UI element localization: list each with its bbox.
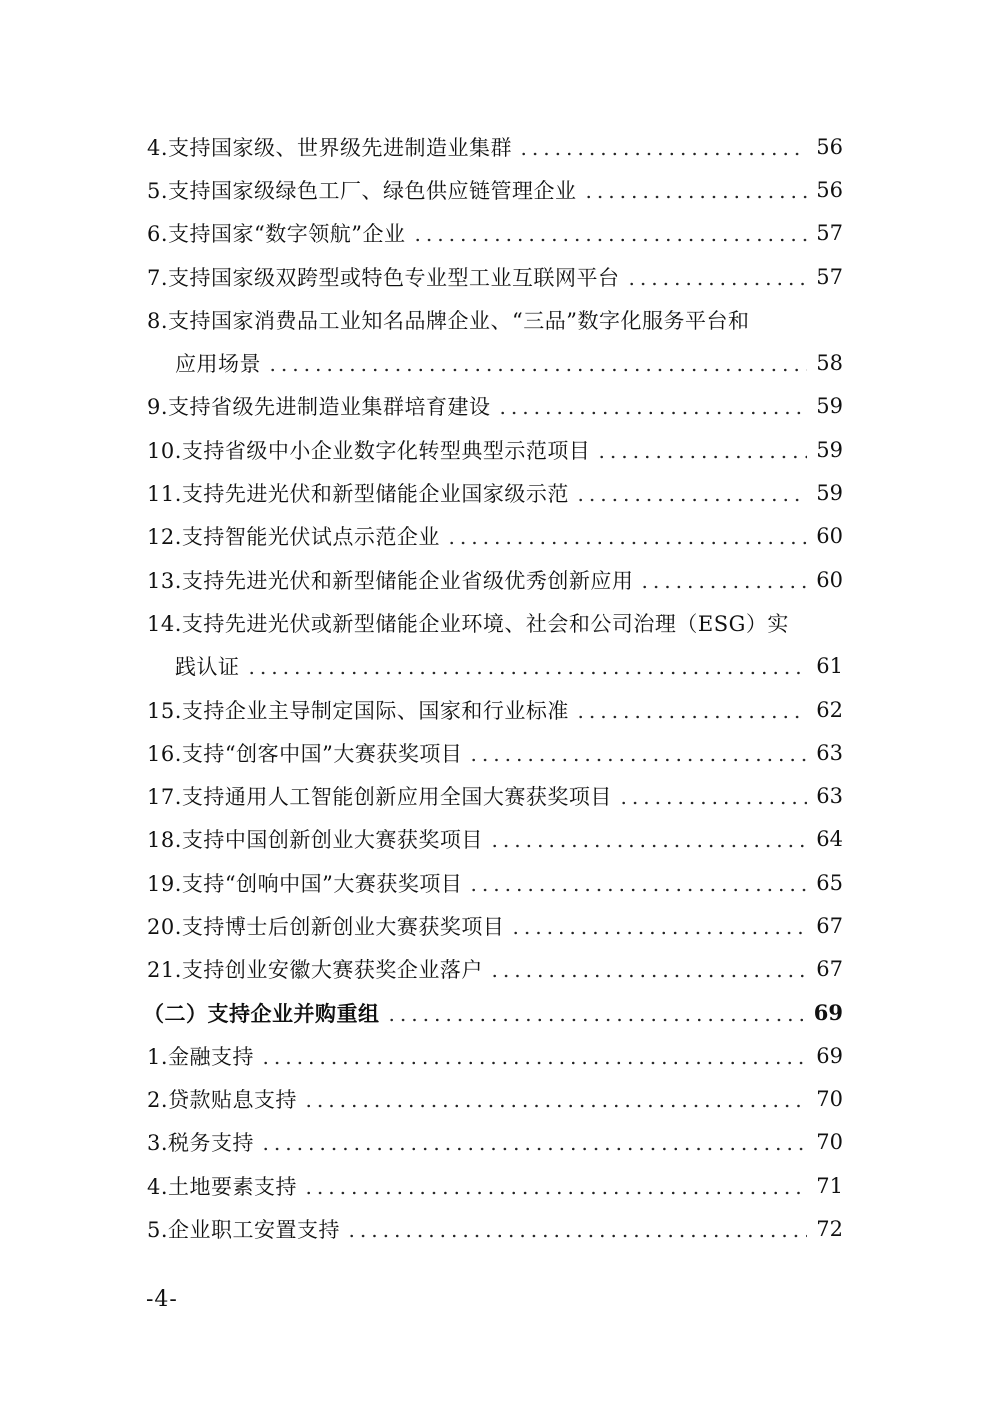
dot-leader (346, 1218, 807, 1240)
toc-entry-page: 71 (816, 1173, 843, 1198)
dot-leader (386, 1002, 808, 1024)
toc-entry-page: 67 (816, 957, 843, 982)
toc-entry[interactable] (147, 861, 843, 904)
toc-entry-title: 20.支持博士后创新创业大赛获奖项目 (147, 914, 505, 939)
toc-entry-title: 18.支持中国创新创业大赛获奖项目 (147, 828, 483, 853)
toc-entry-page: 63 (816, 784, 843, 809)
toc-entry-page: 64 (816, 827, 843, 852)
toc-entry-title: 14.支持先进光伏或新型储能企业环境、社会和公司治理（ESG）实 (147, 611, 789, 636)
toc-entry[interactable] (147, 774, 843, 817)
toc-entry-title: 13.支持先进光伏和新型储能企业省级优秀创新应用 (147, 568, 634, 593)
toc-entry-title: 7.支持国家级双跨型或特色专业型工业互联网平台 (147, 265, 620, 290)
toc-entry[interactable] (147, 428, 843, 471)
toc-entry-title-continuation: 应用场景 (175, 352, 261, 377)
toc-entry-page: 65 (816, 870, 843, 895)
toc-entry[interactable] (147, 125, 843, 168)
page-number: -4- (146, 1287, 178, 1312)
toc-entry[interactable] (147, 385, 843, 428)
toc-entry-title: 21.支持创业安徽大赛获奖企业落户 (147, 958, 483, 983)
dot-leader (518, 136, 807, 158)
toc-entry-title: 1.金融支持 (147, 1044, 255, 1069)
toc-entry[interactable] (147, 558, 843, 601)
toc-entry[interactable] (147, 168, 843, 211)
toc-entry-page: 67 (816, 913, 843, 938)
dot-leader (267, 352, 807, 374)
dot-leader (489, 828, 807, 850)
toc-entry-title: 4.支持国家级、世界级先进制造业集群 (147, 135, 513, 160)
toc-entry-page: 70 (816, 1087, 843, 1112)
toc-entry[interactable] (147, 1207, 843, 1250)
toc-entry-page: 62 (816, 697, 843, 722)
toc-entry-page: 57 (816, 221, 843, 246)
toc-entry[interactable] (147, 298, 843, 385)
toc-entry-title: 19.支持“创响中国”大赛获奖项目 (147, 871, 463, 896)
toc-entry-title: 3.税务支持 (147, 1131, 255, 1156)
toc-entry-page: 70 (816, 1130, 843, 1155)
toc-section-title: （二）支持企业并购重组 (143, 1000, 380, 1026)
toc-entry-page: 59 (816, 481, 843, 506)
toc-entry[interactable] (147, 515, 843, 558)
dot-leader (260, 1131, 807, 1153)
dot-leader (618, 785, 807, 807)
dot-leader (246, 655, 808, 677)
toc-entry-page: 59 (816, 437, 843, 462)
dot-leader (639, 569, 807, 591)
toc-entry[interactable] (147, 731, 843, 774)
toc-section-heading[interactable] (143, 991, 843, 1034)
toc-entry[interactable] (147, 948, 843, 991)
toc-entry-page: 57 (816, 264, 843, 289)
dot-leader (260, 1045, 807, 1067)
dot-leader (303, 1175, 807, 1197)
toc-section-page: 69 (813, 1000, 843, 1026)
toc-entry[interactable] (147, 1164, 843, 1207)
dot-leader (575, 699, 807, 721)
dot-leader (468, 742, 807, 764)
toc-entry[interactable] (147, 1078, 843, 1121)
toc-entry[interactable] (147, 1121, 843, 1164)
toc-entry-page: 61 (816, 654, 843, 679)
toc-entry-title: 17.支持通用人工智能创新应用全国大赛获奖项目 (147, 785, 612, 810)
toc-entry-title: 11.支持先进光伏和新型储能企业国家级示范 (147, 482, 569, 507)
toc-entry-page: 60 (816, 567, 843, 592)
toc-entry-title: 16.支持“创客中国”大赛获奖项目 (147, 741, 463, 766)
dot-leader (510, 915, 807, 937)
toc-entry[interactable] (147, 601, 843, 688)
toc-entry-title-continuation: 践认证 (175, 655, 240, 680)
dot-leader (596, 439, 807, 461)
dot-leader (575, 482, 807, 504)
toc-entry-page: 56 (816, 134, 843, 159)
toc-entry[interactable] (147, 255, 843, 298)
dot-leader (303, 1088, 807, 1110)
toc-entry-page: 69 (816, 1043, 843, 1068)
dot-leader (626, 266, 807, 288)
dot-leader (497, 395, 807, 417)
toc-entry-page: 59 (816, 394, 843, 419)
dot-leader (412, 222, 807, 244)
toc-entry-title: 12.支持智能光伏试点示范企业 (147, 525, 440, 550)
toc-entry-title: 8.支持国家消费品工业知名品牌企业、“三品”数字化服务平台和 (147, 308, 750, 333)
dot-leader (583, 179, 807, 201)
dot-leader (468, 872, 807, 894)
toc-entry-page: 56 (816, 177, 843, 202)
toc-entry-title: 5.企业职工安置支持 (147, 1218, 341, 1243)
toc-entry-title: 4.土地要素支持 (147, 1174, 298, 1199)
dot-leader (489, 958, 807, 980)
toc-entry-page: 72 (816, 1217, 843, 1242)
toc-entry[interactable] (147, 212, 843, 255)
toc-entry-title: 10.支持省级中小企业数字化转型典型示范项目 (147, 438, 591, 463)
toc-entry-title: 15.支持企业主导制定国际、国家和行业标准 (147, 698, 569, 723)
toc-entry-page: 60 (816, 524, 843, 549)
toc-entry-title: 6.支持国家“数字领航”企业 (147, 222, 406, 247)
toc-entry-title: 9.支持省级先进制造业集群培育建设 (147, 395, 491, 420)
toc-entry[interactable] (147, 688, 843, 731)
toc-entry-page: 58 (816, 351, 843, 376)
dot-leader (446, 525, 807, 547)
table-of-contents (143, 125, 843, 1251)
toc-entry[interactable] (147, 471, 843, 514)
toc-entry[interactable] (147, 904, 843, 947)
toc-entry-title: 2.贷款贴息支持 (147, 1088, 298, 1113)
toc-entry-title: 5.支持国家级绿色工厂、绿色供应链管理企业 (147, 178, 577, 203)
toc-entry[interactable] (147, 1034, 843, 1077)
toc-entry[interactable] (147, 818, 843, 861)
toc-entry-page: 63 (816, 740, 843, 765)
